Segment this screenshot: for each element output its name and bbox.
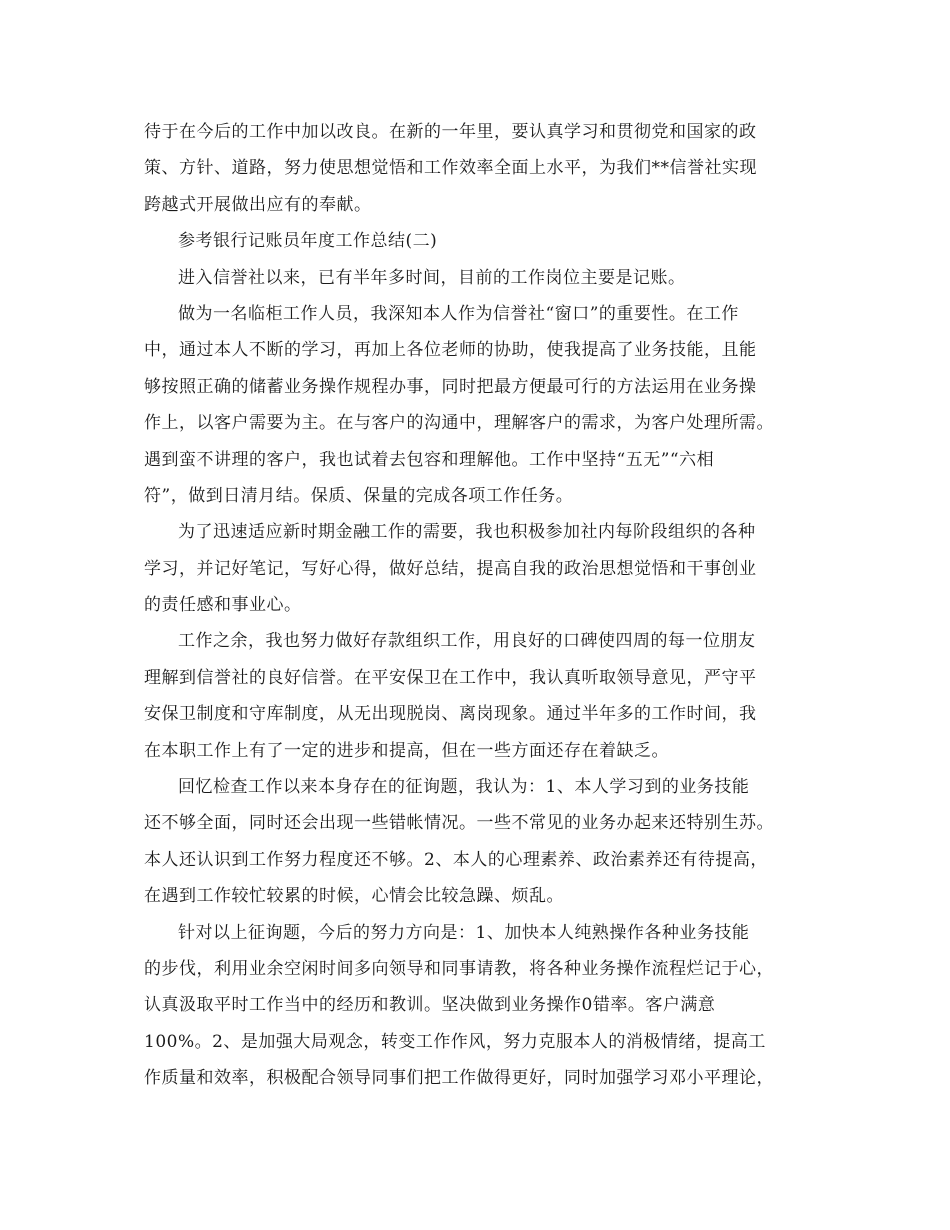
text-line: 本人还认识到工作努力程度还不够。2、本人的心理素养、政治素养还有待提高， [144, 849, 768, 870]
text-line: 学习，并记好笔记，写好心得，做好总结，提高自我的政治思想觉悟和干事创业 [144, 558, 757, 579]
text-line: 作上，以客户需要为主。在与客户的沟通中，理解客户的需求，为客户处理所需。 [144, 413, 774, 434]
text-line: 做为一名临柜工作人员，我深知本人作为信誉社“窗口”的重要性。在工作 [178, 303, 739, 324]
text-line: 的责任感和事业心。 [144, 595, 302, 616]
text-line: 还不够全面，同时还会出现一些错帐情况。一些不常见的业务办起来还特别生苏。 [144, 813, 774, 834]
text-line: 策、方针、道路，努力使思想觉悟和工作效率全面上水平，为我们**信誉社实现 [144, 158, 757, 179]
text-line: 的步伐，利用业余空闲时间多向领导和同事请教，将各种业务操作流程烂记于心， [144, 958, 774, 979]
text-line: 待于在今后的工作中加以改良。在新的一年里，要认真学习和贯彻党和国家的政 [144, 122, 757, 142]
text-line: 遇到蛮不讲理的客户，我也试着去包容和理解他。工作中坚持“五无”“六相 [144, 449, 715, 470]
text-line: 为了迅速适应新时期金融工作的需要，我也积极参加社内每阶段组织的各种 [178, 522, 756, 543]
text-line: 作质量和效率，积极配合领导同事们把工作做得更好，同时加强学习邓小平理论， [144, 1068, 774, 1089]
text-line: 针对以上征询题，今后的努力方向是：1、加快本人纯熟操作各种业务技能 [178, 922, 750, 943]
document-body [144, 114, 808, 1097]
text-line: 在遇到工作较忙较累的时候，心情会比较急躁、烦乱。 [144, 886, 564, 907]
text-line: 跨越式开展做出应有的奉献。 [144, 194, 372, 215]
text-line: 中，通过本人不断的学习，再加上各位老师的协助，使我提高了业务技能，且能 [144, 340, 757, 361]
section-heading: 参考银行记账员年度工作总结(二) [178, 231, 438, 252]
text-line: 理解到信誉社的良好信誉。在平安保卫在工作中，我认真听取领导意见，严守平 [144, 667, 757, 688]
text-line: 够按照正确的储蓄业务操作规程办事，同时把最方便最可行的方法运用在业务操 [144, 376, 757, 397]
text-line: 在本职工作上有了一定的进步和提高，但在一些方面还存在着缺乏。 [144, 740, 669, 761]
text-line: 100%。2、是加强大局观念，转变工作作风，努力克服本人的消极情绪，提高工 [144, 1031, 766, 1052]
text-line: 认真汲取平时工作当中的经历和教训。坚决做到业务操作0错率。客户满意 [144, 995, 716, 1016]
text-line: 安保卫制度和守库制度，从无出现脱岗、离岗现象。通过半年多的工作时间，我 [144, 704, 757, 725]
text-line: 工作之余，我也努力做好存款组织工作，用良好的口碑使四周的每一位朋友 [178, 631, 756, 652]
text-line: 进入信誉社以来，已有半年多时间，目前的工作岗位主要是记账。 [178, 267, 686, 288]
text-line: 回忆检查工作以来本身存在的征询题，我认为：1、本人学习到的业务技能 [178, 777, 750, 798]
text-line: 符”，做到日清月结。保质、保量的完成各项工作任务。 [144, 485, 574, 506]
